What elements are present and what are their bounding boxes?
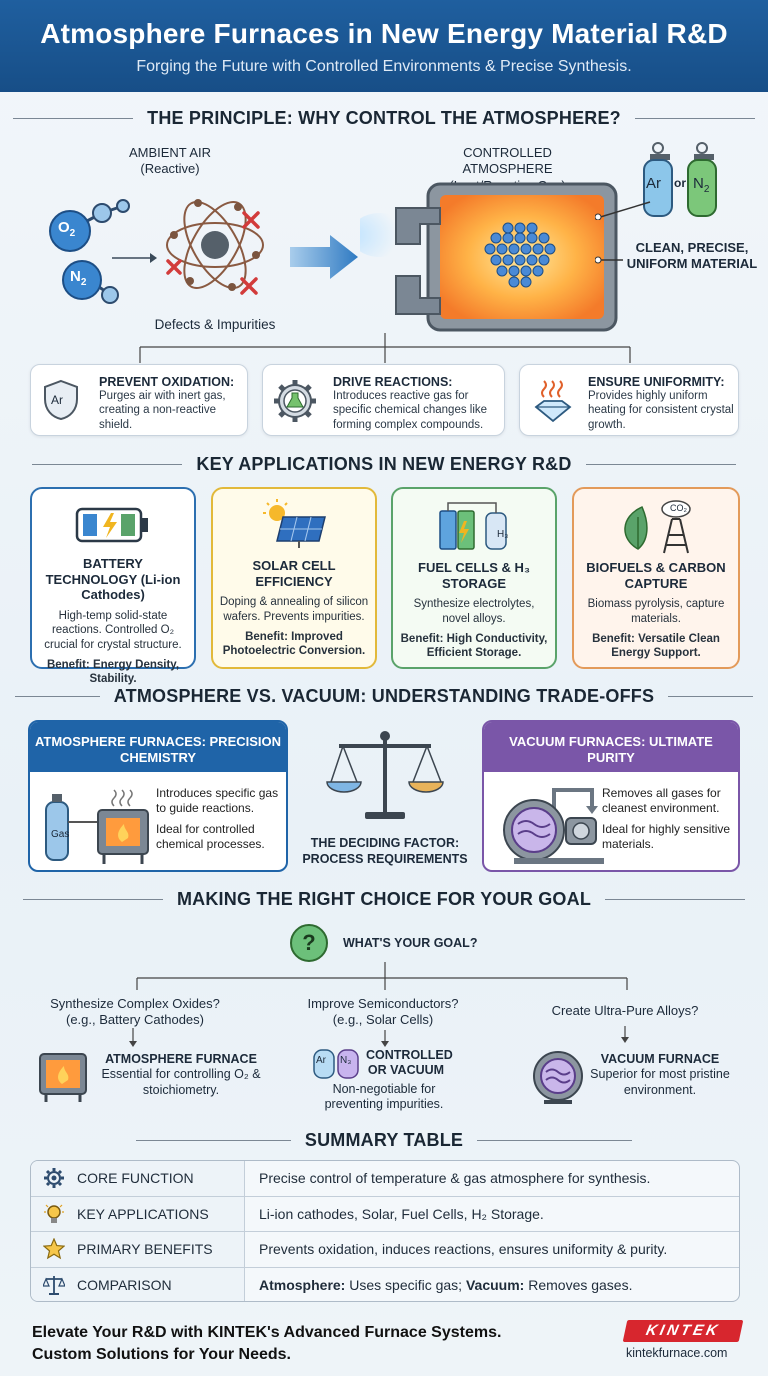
footer-text: Elevate Your R&D with KINTEK's Advanced Furnace Systems. Custom Solutions for Your Needs. <box>32 1324 502 1363</box>
table-row: KEY APPLICATIONS Li-ion cathodes, Solar, Fuel Cells, H₂ Storage. <box>31 1197 739 1233</box>
gas-cylinder-label: Gas <box>51 829 70 840</box>
table-row: PRIMARY BENEFITS Prevents oxidation, induces reactions, ensures uniformity & purity. <box>31 1232 739 1268</box>
vacuum-furnace-small-icon <box>528 1046 588 1106</box>
arrow-down-icon <box>128 1028 138 1048</box>
page-subtitle: Forging the Future with Controlled Environments & Precise Synthesis. <box>136 58 632 75</box>
ar-cylinder-label: Ar <box>646 175 661 192</box>
card-prevent-oxidation: Ar PREVENT OXIDATION: Purges air with inert gas, creating a non-reactive shield. <box>30 364 248 436</box>
defects-label: Defects & Impurities <box>154 317 276 332</box>
vacuum-furnace-card: VACUUM FURNACES: ULTIMATE PURITY Removes all gases for cleanest environment. Ideal for highly sensitive materials. <box>482 720 740 872</box>
card-drive-reactions: DRIVE REACTIONS: Introduces reactive gas for specific chemical changes like forming complex compounds. <box>262 364 505 436</box>
choice-question-3: Create Ultra-Pure Alloys? <box>551 1003 699 1018</box>
app-card-battery: BATTERY TECHNOLOGY (Li-ion Cathodes) High-temp solid-state reactions. Controlled O₂ crucial for crystal structure. Benefit: Energy Density, Stability. <box>30 487 196 669</box>
choice-question-1: Synthesize Complex Oxides? (e.g., Battery Cathodes) <box>50 996 220 1028</box>
ambient-air-label: AMBIENT AIR (Reactive) <box>128 145 212 177</box>
co2-label: CO₂ <box>670 503 687 513</box>
footer-url[interactable]: kintekfurnace.com <box>626 1346 728 1360</box>
choice-answer-2: CONTROLLED OR VACUUM <box>366 1048 453 1078</box>
gear-flask-icon <box>273 379 317 423</box>
deciding-factor-label: THE DECIDING FACTOR: PROCESS REQUIREMENTS <box>302 836 468 866</box>
big-arrow-icon <box>290 232 360 282</box>
choice-title: MAKING THE RIGHT CHOICE FOR YOUR GOAL <box>0 889 768 910</box>
battery-icon <box>73 505 153 545</box>
choice-answer-1: ATMOSPHERE FURNACE Essential for controlling O₂ & stoichiometry. <box>101 1052 261 1097</box>
atmosphere-furnace-icon <box>40 782 160 868</box>
question-icon: ? <box>290 924 328 962</box>
pointer-line-2 <box>595 250 625 270</box>
solar-panel-icon <box>259 499 329 549</box>
app-card-biofuels: CO₂ BIOFUELS & CARBON CAPTURE Biomass pyrolysis, capture materials. Benefit: Versatile Clean Energy Support. <box>572 487 740 669</box>
n2-cylinder-label: $N_2$ <box>693 175 710 195</box>
principle-title: THE PRINCIPLE: WHY CONTROL THE ATMOSPHERE? <box>0 108 768 129</box>
app-card-solar: SOLAR CELL EFFICIENCY Doping & annealing of silicon wafers. Prevents impurities. Benefit: Improved Photoelectric Conversion. <box>211 487 377 669</box>
furnace-chamber-icon <box>360 180 620 335</box>
app-card-fuel-cells: H₃ FUEL CELLS & H₃ STORAGE Synthesize electrolytes, novel alloys. Benefit: High Conductivity, Efficient Storage. <box>391 487 557 669</box>
choice-answer-3: VACUUM FURNACE Superior for most pristine environment. <box>590 1052 730 1097</box>
ar-vial-label: Ar <box>316 1055 326 1066</box>
applications-title: KEY APPLICATIONS IN NEW ENERGY R&D <box>0 454 768 475</box>
n3-vial-label: N₃ <box>340 1055 352 1066</box>
arrow-down-icon-2 <box>380 1030 390 1048</box>
lightbulb-icon <box>43 1203 65 1225</box>
choice-answer-2-desc: Non-negotiable for preventing impurities. <box>324 1082 444 1112</box>
bracket-connector <box>135 333 635 365</box>
summary-title: SUMMARY TABLE <box>0 1130 768 1151</box>
star-icon <box>43 1238 65 1260</box>
card-ensure-uniformity: ENSURE UNIFORMITY: Provides highly uniform heating for consistent crystal growth. <box>519 364 739 436</box>
crystal-heat-icon <box>530 377 576 423</box>
kintek-logo: KINTEK <box>623 1320 744 1342</box>
comparison-value: Atmosphere: Uses specific gas; Vacuum: Removes gases. <box>259 1277 633 1294</box>
header-banner <box>0 0 768 92</box>
goal-label: WHAT'S YOUR GOAL? <box>343 936 478 950</box>
o2-label: $O_2$ <box>58 219 76 239</box>
atmosphere-furnace-card: ATMOSPHERE FURNACES: PRECISION CHEMISTRY Gas Introduces specific gas to guide reactions. Ideal for controlled chemical processes. <box>28 720 288 872</box>
scale-icon <box>43 1274 65 1296</box>
table-row: COMPARISON Atmosphere: Uses specific gas; Vacuum: Removes gases. <box>31 1268 739 1303</box>
page-title: Atmosphere Furnaces in New Energy Material R&D <box>40 18 728 49</box>
defective-atom-icon <box>160 185 270 305</box>
or-label: or <box>674 176 686 190</box>
controlled-atmosphere-label: CONTROLLED ATMOSPHERE <box>462 145 553 177</box>
table-row: CORE FUNCTION Precise control of temperature & gas atmosphere for synthesis. <box>31 1161 739 1197</box>
choice-connector <box>135 962 635 992</box>
n2-label: $N_2$ <box>70 268 87 288</box>
h3-label: H₃ <box>497 529 509 540</box>
arrow-right-icon <box>112 250 157 266</box>
atmosphere-furnace-small-icon <box>36 1048 90 1104</box>
result-label: CLEAN, PRECISE, UNIFORM MATERIAL <box>626 240 758 272</box>
scale-balance-icon <box>325 726 445 826</box>
summary-table <box>30 1160 740 1302</box>
arrow-down-icon-3 <box>620 1026 630 1044</box>
fuel-cell-icon <box>434 499 514 551</box>
gear-icon <box>43 1167 65 1189</box>
choice-question-2: Improve Semiconductors? (e.g., Solar Cells) <box>307 996 459 1028</box>
vacuum-chamber-icon <box>494 778 614 868</box>
pointer-line <box>595 200 655 220</box>
comparison-title: ATMOSPHERE VS. VACUUM: UNDERSTANDING TRADE-OFFS <box>0 686 768 707</box>
